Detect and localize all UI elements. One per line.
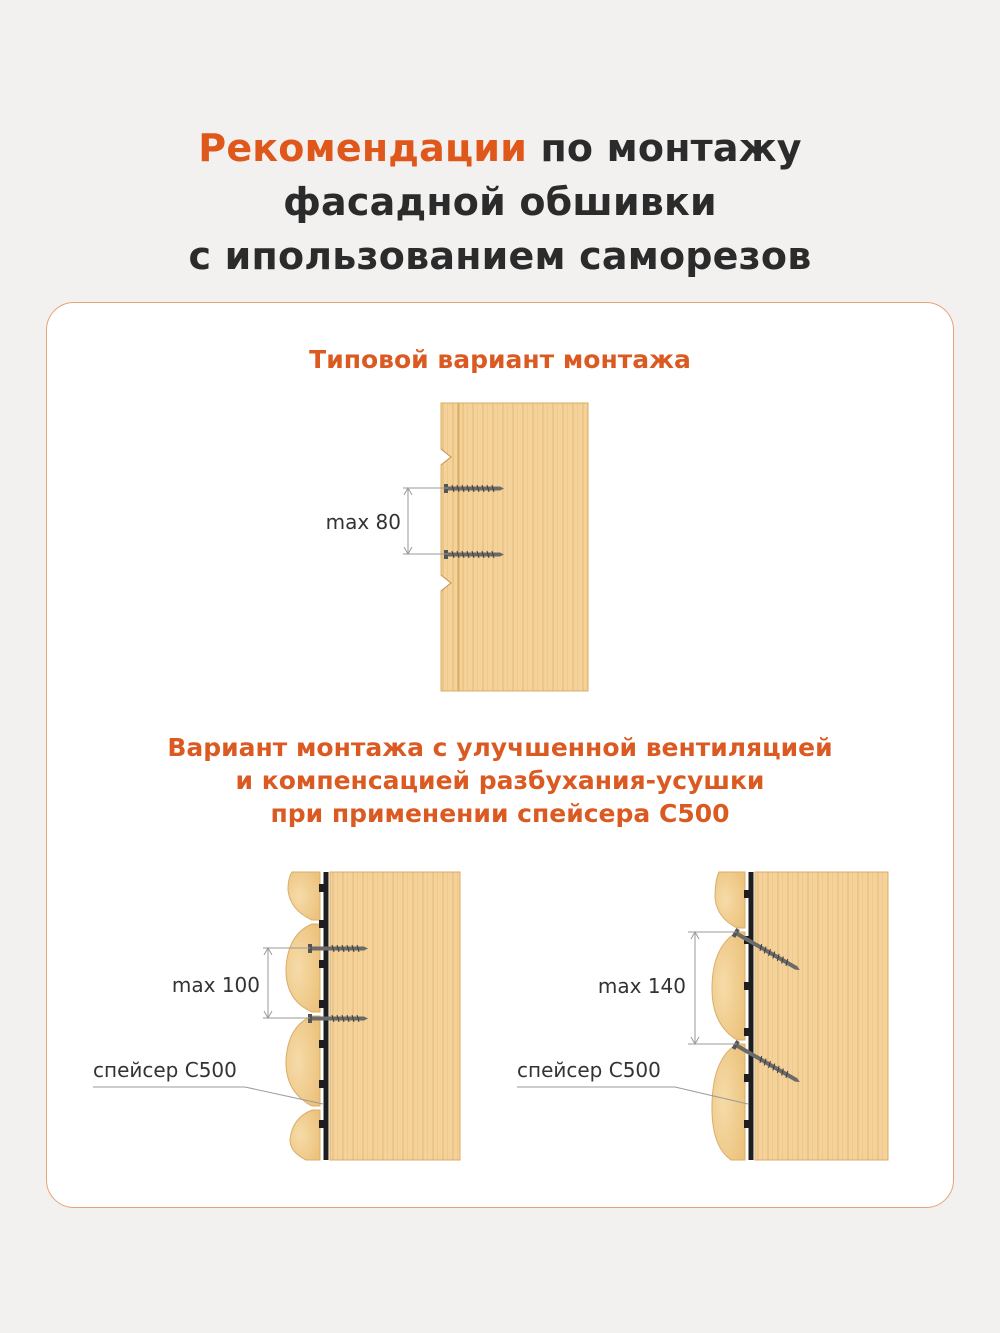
wooden-stud <box>330 872 460 1160</box>
page-title-line2: фасадной обшивки <box>283 180 717 225</box>
spacer-mounting-title-line3: при применении спейсера С500 <box>270 799 730 828</box>
page-title <box>0 121 1000 283</box>
spacer-straight-diagram <box>80 860 480 1180</box>
cladding-boards <box>441 403 458 691</box>
spacer-c500 <box>749 872 754 1160</box>
typical-mounting-diagram <box>300 395 620 700</box>
page-title-line1-rest: по монтажу <box>527 126 802 171</box>
wooden-stud <box>459 403 588 691</box>
log-profile-boards <box>286 872 320 1160</box>
page-title-highlight: Рекомендации <box>198 126 528 171</box>
log-profile-boards <box>712 872 745 1160</box>
max-140-label: max 140 <box>597 974 686 998</box>
wooden-stud <box>755 872 888 1160</box>
page-title-line3: с ипользованием саморезов <box>188 234 812 279</box>
max-80-label: max 80 <box>325 510 401 534</box>
spacer-mounting-title-line2: и компенсацией разбухания-усушки <box>235 766 765 795</box>
spacer-label: спейсер С500 <box>517 1058 661 1082</box>
max-100-label: max 100 <box>171 973 260 997</box>
spacer-mounting-title-line1: Вариант монтажа с улучшенной вентиляцией <box>167 733 833 762</box>
spacer-angled-diagram <box>505 860 905 1180</box>
spacer-mounting-title <box>0 731 1000 830</box>
spacer-label: спейсер С500 <box>93 1058 237 1082</box>
spacer-leader-line <box>93 1087 323 1104</box>
typical-mounting-title: Типовой вариант монтажа <box>309 345 691 374</box>
spacer-c500 <box>324 872 329 1160</box>
